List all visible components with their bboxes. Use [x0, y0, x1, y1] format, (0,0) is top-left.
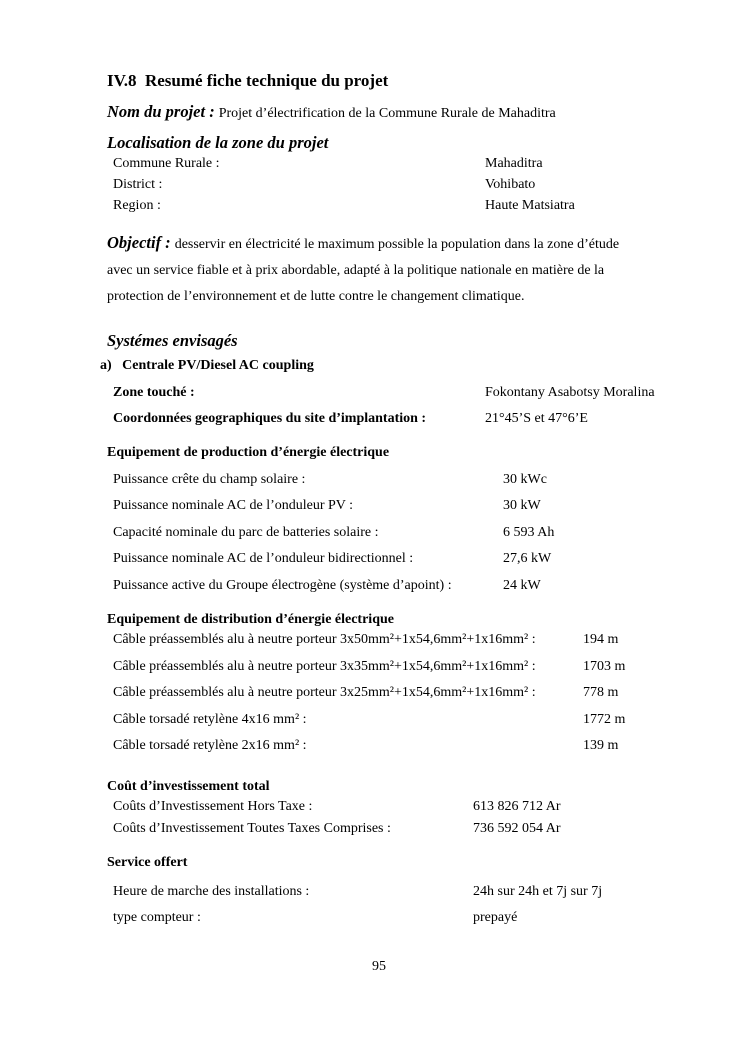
service-label: type compteur :: [113, 910, 201, 925]
cout-label: Coûts d’Investissement Hors Taxe :: [113, 799, 313, 814]
service-value: 24h sur 24h et 7j sur 7j: [473, 884, 603, 899]
production-heading: Equipement de production d’énergie électrique: [107, 445, 390, 460]
section-title: [107, 71, 388, 91]
cout-label: Coûts d’Investissement Toutes Taxes Comprises :: [113, 821, 391, 836]
localisation-value-district: Vohibato: [485, 177, 536, 192]
production-label: Puissance active du Groupe électrogène (système d’apoint) :: [113, 578, 452, 593]
cout-value: 613 826 712 Ar: [473, 799, 561, 814]
distribution-label: Câble préassemblés alu à neutre porteur 3x50mm²+1x54,6mm²+1x16mm² :: [113, 632, 536, 647]
systemes-heading: Systémes envisagés: [107, 331, 238, 350]
distribution-label: Câble préassemblés alu à neutre porteur 3x35mm²+1x54,6mm²+1x16mm² :: [113, 659, 536, 674]
objectif-text-3: protection de l’environnement et de lutte contre le changement climatique.: [107, 289, 525, 304]
localisation-label-commune: Commune Rurale :: [113, 156, 220, 171]
coords-value: 21°45’S et 47°6’E: [485, 411, 588, 426]
production-label: Puissance nominale AC de l’onduleur PV :: [113, 498, 354, 513]
production-label: Puissance nominale AC de l’onduleur bidirectionnel :: [113, 551, 414, 566]
service-label: Heure de marche des installations :: [113, 884, 310, 899]
systemes-item-title: [100, 358, 314, 374]
systemes-item-title-text: Centrale PV/Diesel AC coupling: [122, 358, 314, 373]
production-label: Capacité nominale du parc de batteries solaire :: [113, 525, 379, 540]
production-value: 24 kW: [503, 578, 541, 593]
objectif-text-2: avec un service fiable et à prix abordable, adapté à la politique nationale en matière de la: [107, 263, 605, 278]
cout-heading: Coût d’investissement total: [107, 779, 270, 794]
service-heading: Service offert: [107, 855, 188, 870]
distribution-label: Câble préassemblés alu à neutre porteur 3x25mm²+1x54,6mm²+1x16mm² :: [113, 685, 536, 700]
objectif-text-1: desservir en électricité le maximum possible la population dans la zone d’étude: [174, 237, 620, 252]
localisation-label-region: Region :: [113, 198, 161, 213]
production-value: 6 593 Ah: [503, 525, 555, 540]
distribution-value: 1772 m: [583, 712, 626, 727]
localisation-heading: Localisation de la zone du projet: [107, 133, 329, 152]
zone-value: Fokontany Asabotsy Moralina: [485, 385, 655, 400]
distribution-value: 194 m: [583, 632, 619, 647]
production-label: Puissance crête du champ solaire :: [113, 472, 306, 487]
objectif-label: Objectif :: [107, 233, 171, 252]
localisation-value-region: Haute Matsiatra: [485, 198, 575, 213]
distribution-label: Câble torsadé retylène 4x16 mm² :: [113, 712, 307, 727]
distribution-value: 778 m: [583, 685, 619, 700]
distribution-value: 139 m: [583, 738, 619, 753]
localisation-label-district: District :: [113, 177, 163, 192]
cout-value: 736 592 054 Ar: [473, 821, 561, 836]
zone-label: Zone touché :: [113, 385, 195, 400]
page-number: 95: [372, 959, 386, 974]
systemes-item-marker: a): [100, 358, 112, 373]
coords-label: Coordonnées geographiques du site d’implantation :: [113, 411, 427, 426]
localisation-value-commune: Mahaditra: [485, 156, 543, 171]
service-value: prepayé: [473, 910, 518, 925]
production-value: 30 kW: [503, 498, 541, 513]
project-value: Projet d’électrification de la Commune Rurale de Mahaditra: [218, 106, 556, 121]
project-label: Nom du projet :: [107, 102, 215, 121]
section-number: IV.8: [107, 71, 137, 90]
production-value: 27,6 kW: [503, 551, 552, 566]
project-name: [107, 102, 556, 122]
production-value: 30 kWc: [503, 472, 547, 487]
distribution-heading: Equipement de distribution d’énergie électrique: [107, 612, 394, 627]
distribution-value: 1703 m: [583, 659, 626, 674]
section-title-text: Resumé fiche technique du projet: [144, 71, 389, 90]
objectif-line1: [107, 233, 619, 253]
distribution-label: Câble torsadé retylène 2x16 mm² :: [113, 738, 307, 753]
